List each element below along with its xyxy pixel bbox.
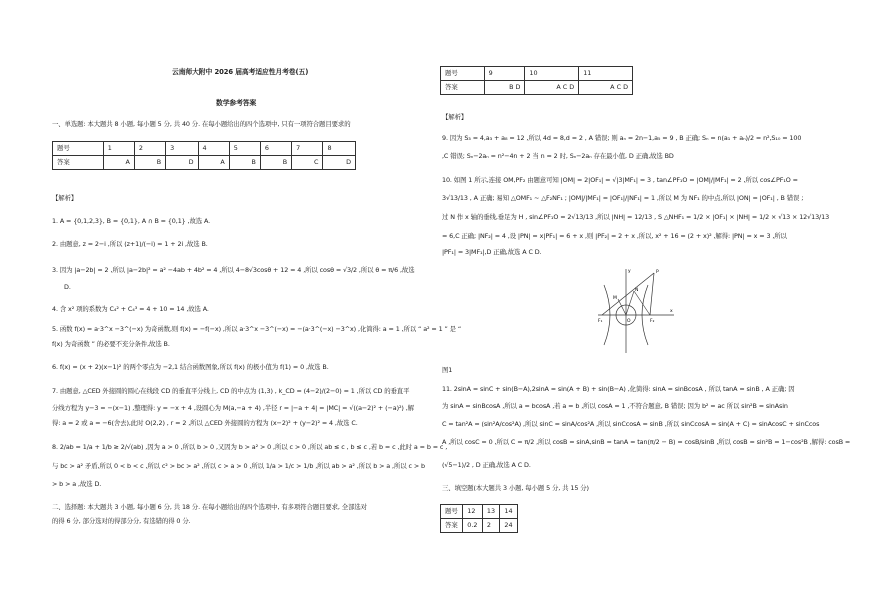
table-cell: 3	[166, 142, 198, 156]
answer-line: ,C 错误; Sₙ−2aₙ = n²−4n + 2 当 n = 2 时, Sₙ−2aₙ 存在最小值, D 正确,故选 BD	[442, 152, 674, 160]
answer-line: 10. 如图 1 所示,连接 OM,PF₂ 由题意可知 |OM| = 2|OF₁| = √|3|MF₁| = 3 , tan∠PF₁O = |OM|/|MF₁| = 2 ,所以 cos∠PF₁O =	[442, 176, 798, 184]
table-cell: 0.2	[463, 519, 483, 533]
table-cell: D	[166, 156, 198, 170]
label-y: y	[628, 269, 631, 274]
table-cell: 5	[229, 142, 260, 156]
answer-line: 得: a = 2 或 a = −6(舍去),此时 O(2,2) , r = 2 ,所以 △CED 外接圆的方程为 (x−2)² + (y−2)² = 4 ,故选 C.	[52, 419, 358, 427]
answer-line: 1. A = {0,1,2,3}, B = {0,1}, A ∩ B = {0,1} ,故选 A.	[52, 217, 211, 225]
table-cell: 10	[525, 67, 579, 81]
table-cell: 13	[482, 505, 500, 519]
answer-line: 7. 由题意, △CED 外接圆的圆心在线段 CD 的垂直平分线上, CD 的中点为 (1,3) , k_CD = (4−2)/(2−0) = 1 ,所以 CD 的垂直平	[52, 387, 410, 395]
table-cell: 7	[292, 142, 323, 156]
table-cell: B	[229, 156, 260, 170]
answer-line: |PF₁| = 3|MF₁|,D 正确,故选 A C D.	[442, 248, 542, 256]
section-two-heading: 二、选择题: 本大题共 3 小题, 每小题 6 分, 共 18 分. 在每小题给出的四个选项中, 有多项符合题目要求, 全部选对	[52, 503, 367, 511]
table-cell: 24	[500, 519, 518, 533]
hyperbola-figure	[596, 265, 676, 355]
table-cell: A C D	[525, 81, 579, 95]
answer-line: 过 N 作 x 轴的垂线,垂足为 H , sin∠PF₁O = 2√13/13 ,所以 |NH| = 12/13 , S △NHF₁ = 1/2 × |OF₁| × |NH| = 1/2 × √13 × 12√13/13	[442, 213, 830, 221]
answer-table-single-choice	[52, 141, 356, 170]
subtitle: 数学参考答案	[216, 99, 257, 107]
answer-line: > b > a ,故选 D.	[52, 480, 102, 488]
table-cell: 4	[198, 142, 229, 156]
table-cell: 2	[134, 142, 165, 156]
answer-line: 3. 因为 |a−2b| = 2 ,所以 |a−2b|² = a² −4ab + 4b² = 4 ,所以 4−8√3cosθ + 12 = 4 ,所以 cosθ = √3/2 ,所以 θ = π/6 ,故选	[52, 266, 415, 274]
table-row	[53, 142, 356, 156]
table-cell: 14	[500, 505, 518, 519]
label-n: N	[635, 288, 639, 293]
table-row	[441, 81, 633, 95]
answer-line: 为 sinA = sinBcosA ,所以 a = bcosA ,若 a = b ,所以 cosA = 1 ,不符合题意, B 错误; 因为 b² = ac 所以 sin²B = sinAsin	[442, 402, 788, 410]
analysis-heading: 【解析】	[52, 194, 78, 202]
table-cell: D	[323, 156, 356, 170]
school-title: 云南师大附中 2026 届高考适应性月考卷(五)	[172, 68, 309, 76]
table-cell: B	[134, 156, 165, 170]
answer-line: 3√13/13 , A 正确; 易知 △OMF₁ ∼ △F₂NF₁ ; |OM|/|MF₁| = |OF₁|/|NF₁| = 1 ,所以 M 为 NF₁ 的中点,所以 |ON| = |OF₁| , B 错误 ;	[442, 194, 804, 202]
table-cell: B D	[484, 81, 525, 95]
analysis-heading-right: 【解析】	[442, 113, 468, 121]
table-cell: A	[198, 156, 229, 170]
table-cell: C	[292, 156, 323, 170]
table-cell: A C D	[579, 81, 633, 95]
answer-line: D.	[64, 283, 71, 291]
answer-line: (√5−1)/2 , D 正确,故选 A C D.	[442, 461, 531, 469]
table-row	[53, 156, 356, 170]
answer-table-multi-choice	[440, 66, 633, 95]
line-pf2	[650, 273, 654, 315]
answer-line: 5. 函数 f(x) = a·3^x −3^(−x) 为奇函数,则 f(x) = −f(−x) ,所以 a·3^x −3^(−x) = −(a·3^(−x) −3^x) ,化简得: a = 1 ,所以 “ a² = 1 ” 是 “	[52, 325, 462, 333]
answer-line: 4. 含 x² 项的系数为 C₄² + C₄³ = 4 + 10 = 14 ,故选 A.	[52, 305, 209, 313]
label-f2: F₂	[650, 319, 655, 324]
table-cell: 6	[260, 142, 291, 156]
label-m: M	[613, 296, 617, 301]
answer-line: 9. 因为 S₃ = 4,a₃ + a₈ = 12 ,所以 4d = 8,d = 2 , A 错误; 则 aₙ = 2n−1,a₅ = 9 , B 正确; Sₙ = n(a₁ + aₙ)/2 = n²,S₁₀ = 100	[442, 134, 802, 142]
section-two-heading-cont: 的得 6 分, 部分选对的得部分分, 有选错的得 0 分.	[52, 517, 191, 525]
answer-line: 2. 由题意, z = 2−i ,所以 (z+1)/(−i) = 1 + 2i ,故选 B.	[52, 240, 208, 248]
label-f1: F₁	[598, 319, 603, 324]
answer-line: 与 bc > a² 矛盾,所以 0 < b < c ,所以 c² > bc > a² ,所以 c > a > 0 ,所以 1/a > 1/c > 1/b ,所以 ab > a² ,所以 b > a ,所以 c > b	[52, 462, 425, 470]
table-cell: 答案	[441, 519, 463, 533]
table-cell: 题号	[441, 67, 485, 81]
line-om	[618, 299, 626, 315]
answer-line: 分线方程为 y−3 = −(x−1) ,整理得: y = −x + 4 ,设圆心为 M(a,−a + 4) ,半径 r = |−a + 4| = |MC| = √((a−2)² + (−a)²) ,解	[52, 404, 414, 412]
table-cell: 11	[579, 67, 633, 81]
table-cell: 1	[103, 142, 134, 156]
table-cell: B	[260, 156, 291, 170]
table-cell: 题号	[441, 505, 463, 519]
table-row	[441, 519, 518, 533]
label-p: P	[656, 270, 659, 275]
figure-caption: 图1	[442, 366, 453, 374]
answer-line: = 6,C 正确; |NF₂| = 4 ,设 |PN| = x|PF₁| = 6 + x ,则 |PF₂| = 2 + x ,所以, x² + 16 = (2 + x)² ,解得: |PN| = x = 3 ,所以	[442, 232, 787, 240]
table-cell: 9	[484, 67, 525, 81]
answer-line: C = tan²A = (sin²A/cos²A) ,所以 sinC = sinA/cos²A ,所以 sinCcosA = sinB ,所以 sinCcosA = sin(A + C) = sinAcosC + sinCcos	[442, 420, 820, 428]
table-cell: 12	[463, 505, 483, 519]
table-cell: 答案	[441, 81, 485, 95]
label-x: x	[670, 309, 673, 314]
answer-table-fill-blank	[440, 504, 518, 533]
answer-line: f(x) 为奇函数 ” 的必要不充分条件,故选 B.	[52, 340, 170, 348]
label-o: O	[627, 319, 631, 324]
section-one-heading: 一、单选题: 本大题共 8 小题, 每小题 5 分, 共 40 分. 在每小题给出的四个选项中, 只有一项符合题目要求的	[52, 120, 351, 128]
answer-line: A ,所以 cosC = 0 ,所以 C = π/2 ,所以 cosB = sinA,sinB = tanA = tan(π/2 − B) = cosB/sinB ,所以 cosB = sin²B = 1−cos²B ,解得: cosB =	[442, 438, 851, 446]
table-cell: 2	[482, 519, 500, 533]
answer-line: 6. f(x) = (x + 2)(x−1)² 的两个零点为 −2,1 结合函数图象,所以 f(x) 的极小值为 f(1) = 0 ,故选 B.	[52, 363, 329, 371]
answer-line: 11. 2sinA = sinC + sin(B−A),2sinA = sin(A + B) + sin(B−A) ,化简得: sinA = sinBcosA , 所以 tanA = sinB , A 正确; 因	[442, 385, 795, 393]
table-cell: 题号	[53, 142, 104, 156]
table-cell: A	[103, 156, 134, 170]
answer-line: 8. 2/ab = 1/a + 1/b ≥ 2/√(ab) ,因为 a > 0 ,所以 b > 0 ,又因为 b > a² > 0 ,所以 c > 0 ,所以 ab ≤ c , b ≤ c ,若 b = c ,此时 a = b = c ,	[52, 443, 448, 451]
table-cell: 8	[323, 142, 356, 156]
table-row	[441, 505, 518, 519]
section-three-heading: 三、填空题(本大题共 3 小题, 每小题 5 分, 共 15 分)	[442, 484, 589, 492]
table-row	[441, 67, 633, 81]
table-cell: 答案	[53, 156, 104, 170]
